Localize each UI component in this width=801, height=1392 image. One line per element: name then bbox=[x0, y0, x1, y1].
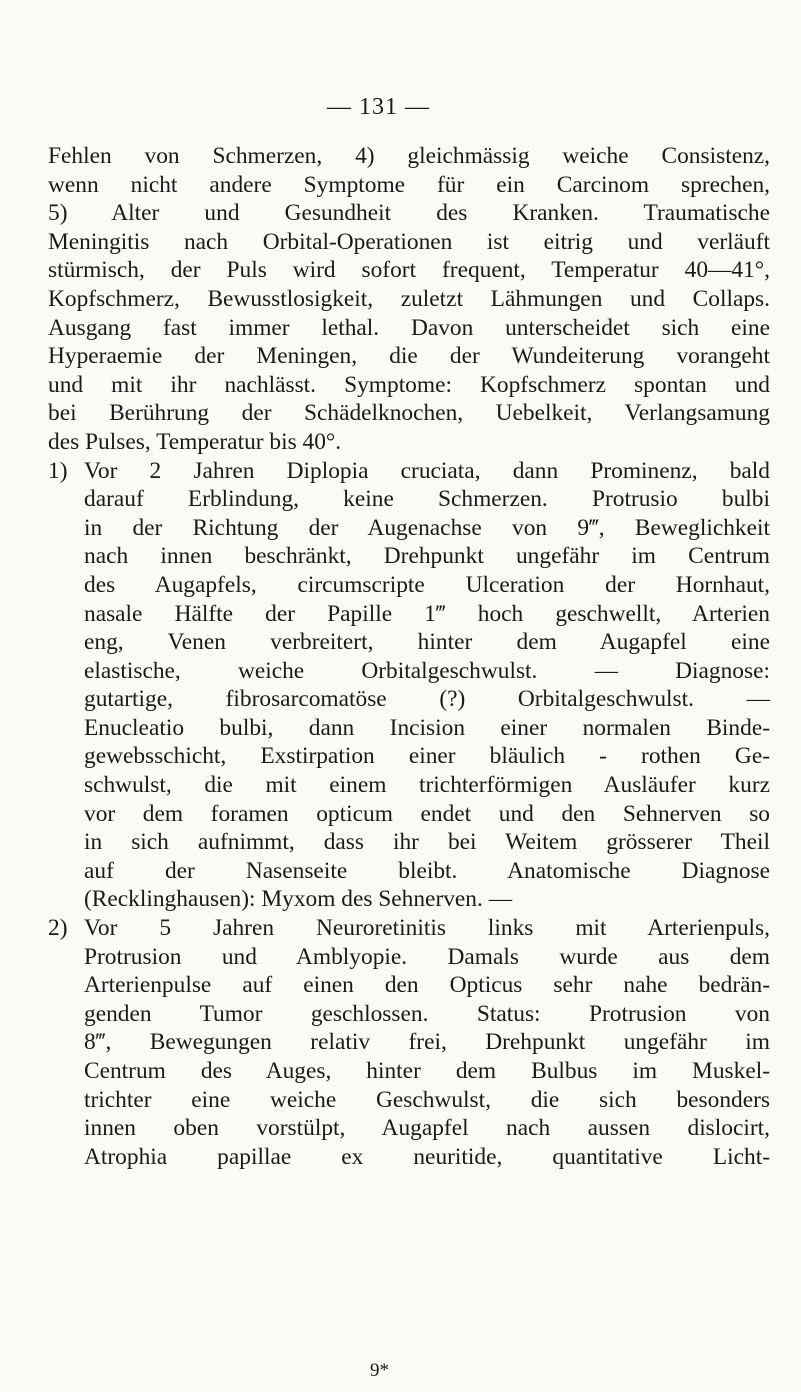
case-1 bbox=[48, 457, 770, 915]
signature-mark: 9* bbox=[370, 1360, 389, 1381]
case-1-number: 1) bbox=[48, 457, 68, 484]
intro-line: stürmisch, der Puls wird sofort frequent, Temperatur 40—41°, bbox=[48, 257, 770, 284]
case-2 bbox=[48, 914, 770, 1171]
case1-line: gewebsschicht, Exstirpation einer bläulich - rothen Ge- bbox=[84, 743, 770, 770]
case-2-number: 2) bbox=[48, 915, 68, 942]
intro-line: wenn nicht andere Symptome für ein Carcinom sprechen, bbox=[48, 171, 770, 198]
case1-line: in sich aufnimmt, dass ihr bei Weitem grösserer Theil bbox=[84, 829, 770, 856]
case1-line: Vor 2 Jahren Diplopia cruciata, dann Prominenz, bald bbox=[84, 457, 770, 484]
case1-line: (Recklinghausen): Myxom des Sehnerven. — bbox=[84, 886, 513, 913]
case1-line: Enucleatio bulbi, dann Incision einer normalen Binde- bbox=[84, 714, 770, 741]
case1-line: elastische, weiche Orbitalgeschwulst. — Diagnose: bbox=[84, 657, 770, 684]
intro-line: des Pulses, Temperatur bis 40°. bbox=[48, 428, 342, 455]
case1-line: auf der Nasenseite bleibt. Anatomische Diagnose bbox=[84, 857, 770, 884]
case1-line: des Augapfels, circumscripte Ulceration der Hornhaut, bbox=[84, 571, 770, 598]
intro-line: Ausgang fast immer lethal. Davon unterscheidet sich eine bbox=[48, 314, 770, 341]
page-body bbox=[48, 142, 770, 1171]
intro-line: Meningitis nach Orbital-Operationen ist eitrig und verläuft bbox=[48, 228, 770, 255]
intro-line: 5) Alter und Gesundheit des Kranken. Traumatische bbox=[48, 200, 770, 227]
case1-line: gutartige, fibrosarcomatöse (?) Orbitalgeschwulst. — bbox=[84, 686, 770, 713]
intro-paragraph bbox=[48, 142, 770, 457]
page-number: — 131 — bbox=[327, 94, 430, 120]
case2-line: Centrum des Auges, hinter dem Bulbus im Muskel- bbox=[84, 1058, 770, 1084]
case1-line: vor dem foramen opticum endet und den Sehnerven so bbox=[84, 800, 770, 827]
case2-line: 8‴, Bewegungen relativ frei, Drehpunkt ungefähr im bbox=[84, 1029, 770, 1056]
case1-line: darauf Erblindung, keine Schmerzen. Protrusio bulbi bbox=[84, 486, 770, 513]
case2-line: Vor 5 Jahren Neuroretinitis links mit Arterienpuls, bbox=[84, 915, 770, 942]
case-1-text bbox=[84, 457, 770, 915]
case2-line: Atrophia papillae ex neuritide, quantitative Licht- bbox=[84, 1143, 770, 1170]
intro-line: und mit ihr nachlässt. Symptome: Kopfschmerz spontan und bbox=[48, 371, 770, 398]
case2-line: trichter eine weiche Geschwulst, die sich besonders bbox=[84, 1086, 770, 1113]
case1-line: nach innen beschränkt, Drehpunkt ungefähr im Centrum bbox=[84, 543, 770, 570]
intro-line: Fehlen von Schmerzen, 4) gleichmässig weiche Consistenz, bbox=[48, 143, 770, 169]
case2-line: genden Tumor geschlossen. Status: Protrusion von bbox=[84, 1000, 770, 1027]
case1-line: in der Richtung der Augenachse von 9‴, Beweglichkeit bbox=[84, 514, 770, 541]
case2-line: Arterienpulse auf einen den Opticus sehr nahe bedrän- bbox=[84, 972, 770, 999]
case1-line: schwulst, die mit einem trichterförmigen Ausläufer kurz bbox=[84, 772, 770, 799]
case-2-text bbox=[84, 914, 770, 1171]
case2-line: Protrusion und Amblyopie. Damals wurde aus dem bbox=[84, 943, 770, 970]
case2-line: innen oben vorstülpt, Augapfel nach aussen dislocirt, bbox=[84, 1115, 770, 1142]
case1-line: nasale Hälfte der Papille 1‴ hoch geschwellt, Arterien bbox=[84, 600, 770, 627]
intro-line: bei Berührung der Schädelknochen, Uebelkeit, Verlangsamung bbox=[48, 400, 770, 427]
case1-line: eng, Venen verbreitert, hinter dem Augapfel eine bbox=[84, 629, 770, 656]
intro-line: Kopfschmerz, Bewusstlosigkeit, zuletzt Lähmungen und Collaps. bbox=[48, 285, 770, 312]
intro-line: Hyperaemie der Meningen, die der Wundeiterung vorangeht bbox=[48, 343, 770, 370]
